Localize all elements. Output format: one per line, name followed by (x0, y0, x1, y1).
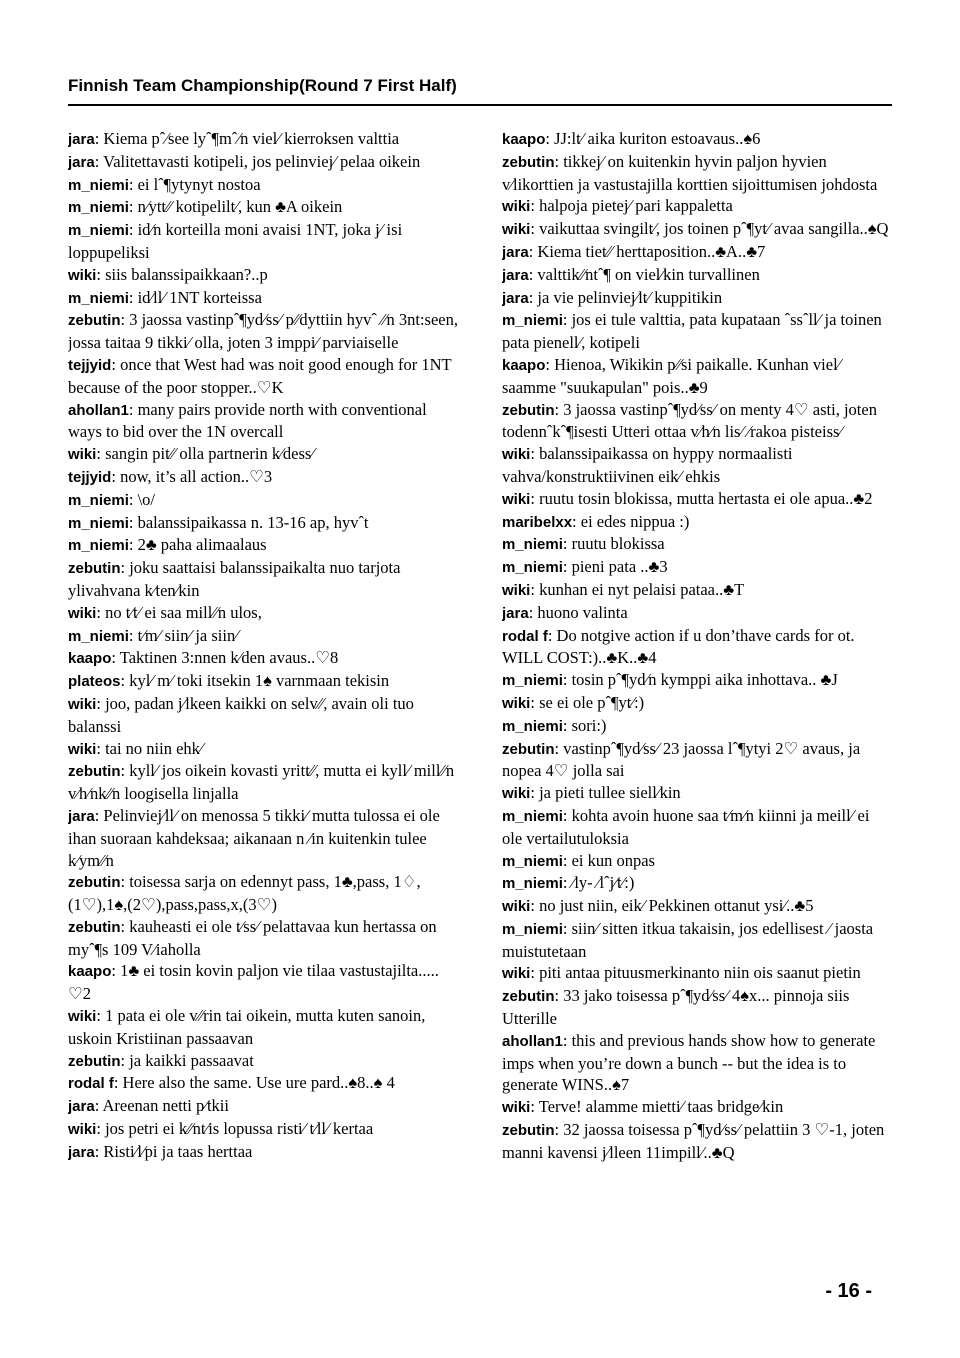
speaker-name: m_niemi (502, 920, 563, 938)
message-text: : jos ei tule valttia, pata kupataan ˆssˆll⁄ ja toinen pata pienell⁄, kotipeli (502, 310, 882, 353)
chat-line (502, 625, 892, 670)
speaker-name: zebutin (68, 312, 121, 330)
speaker-name: jara (68, 131, 95, 148)
speaker-name: rodal f (68, 1075, 114, 1093)
chat-line (502, 218, 892, 241)
speaker-name: m_niemi (502, 852, 563, 870)
message-text: : id⁄ll⁄ 1NT korteissa (128, 287, 262, 307)
message-text: : huono valinta (528, 602, 628, 622)
message-text: : vaikuttaa svingilt⁄, jos toinen pˆ¶yt⁄ avaa sangilla..♠Q (530, 219, 889, 239)
chat-line (68, 443, 458, 466)
chat-line (502, 1119, 892, 1164)
chat-line (68, 512, 458, 535)
message-text: : 3 jaossa vastinpˆ¶yd⁄ss⁄ p⁄⁄dyttiin hyvˆ ⁄⁄n 3nt:seen, jossa taitaa 9 tikki⁄ olla, joten 3 imppi⁄ parviaiselle (68, 310, 458, 353)
speaker-name: wiki (502, 694, 531, 712)
chat-line (502, 354, 892, 399)
message-text: : this and previous hands show how to generate imps when you’re down a bunch -- but the idea is to generate WINS..♠7 (502, 1030, 876, 1095)
speaker-name: wiki (502, 490, 531, 508)
chat-line (502, 782, 892, 805)
speaker-name: jara (68, 153, 95, 171)
speaker-name: m_niemi (68, 289, 129, 307)
message-text: : jos petri ei k⁄⁄nt⁄is lopussa risti⁄ t⁄ll⁄ kertaa (96, 1119, 374, 1139)
message-text: : ja pieti tullee siell⁄kin (530, 783, 681, 803)
chat-line (68, 1050, 458, 1073)
speaker-name: m_niemi (68, 537, 129, 555)
chat-line (502, 556, 892, 579)
chat-line (502, 895, 892, 918)
speaker-name: kaapo (502, 131, 546, 148)
chat-line (68, 916, 458, 961)
chat-line (68, 354, 458, 399)
chat-line (68, 1072, 458, 1095)
speaker-name: maribelxx (502, 513, 573, 531)
chat-line (502, 287, 892, 310)
message-text: : ruutu tosin blokissa, mutta hertasta ei ole apua..♣2 (530, 488, 873, 508)
speaker-name: wiki (68, 604, 97, 622)
speaker-name: wiki (68, 446, 97, 464)
speaker-name: zebutin (68, 560, 121, 578)
chat-line (68, 219, 458, 264)
chat-line (502, 872, 892, 895)
message-text: : toisessa sarja on edennyt pass, 1♣,pass, 1♢,(1♡),1♠,(2♡),pass,pass,x,(3♡) (68, 872, 421, 915)
message-text: : 1♣ ei tosin kovin paljon vie tilaa vastustajilta..... ♡2 (68, 961, 439, 1004)
chat-line (68, 805, 458, 871)
message-text: : sori:) (562, 715, 607, 735)
chat-line (68, 287, 458, 310)
chat-line (502, 602, 892, 625)
speaker-name: zebutin (68, 918, 121, 936)
speaker-name: wiki (68, 740, 97, 758)
speaker-name: m_niemi (502, 672, 563, 690)
chat-line (68, 602, 458, 625)
message-text: : tikkej⁄ on kuitenkin hyvin paljon hyvien v⁄likorttien ja vastustajilla korttien sijoittumisen johdosta (502, 151, 878, 194)
message-text: : joo, padan j⁄lkeen kaikki on selv⁄⁄, avain oli tuo balanssi (68, 693, 414, 736)
speaker-name: m_niemi (68, 176, 129, 194)
speaker-name: m_niemi (502, 536, 563, 554)
chat-line (68, 960, 458, 1005)
speaker-name: plateos (68, 673, 121, 691)
speaker-name: rodal f (502, 627, 548, 645)
speaker-name: m_niemi (502, 875, 563, 893)
chat-line (68, 871, 458, 916)
message-text: : t⁄m⁄ siin⁄ ja siin⁄ (128, 625, 238, 645)
chat-line (502, 399, 892, 444)
chat-line (68, 1095, 458, 1118)
message-text: : \o/ (128, 489, 155, 509)
message-text: : Valitettavasti kotipeli, jos pelinviej⁄ pelaa oikein (94, 151, 421, 171)
speaker-name: ahollan1 (502, 1032, 563, 1050)
speaker-name: wiki (502, 785, 531, 803)
message-text: : kauheasti ei ole t⁄ss⁄ pelattavaa kun hertassa on myˆ¶s 109 V⁄iaholla (68, 916, 437, 959)
message-text: : ei lˆ¶ytynyt nostoa (128, 174, 261, 194)
speaker-name: ahollan1 (68, 401, 129, 419)
page-number: - 16 - (825, 1280, 872, 1302)
speaker-name: zebutin (502, 153, 555, 171)
speaker-name: m_niemi (502, 312, 563, 330)
speaker-name: zebutin (502, 740, 555, 758)
message-text: : 3 jaossa vastinpˆ¶yd⁄ss⁄ on menty 4♡ asti, joten todennˆkˆ¶isesti Utteri ottaa v⁄h⁄n lis⁄ ⁄rakoa pisteiss⁄ (502, 399, 877, 442)
message-text: : Areenan netti p⁄tkii (94, 1096, 229, 1116)
message-text: : ja kaikki passaavat (120, 1050, 254, 1070)
speaker-name: m_niemi (502, 559, 563, 577)
message-text: : ja vie pelinviej⁄lt⁄ kuppitikin (528, 287, 723, 307)
speaker-name: wiki (502, 221, 531, 239)
chat-line (68, 1005, 458, 1050)
speaker-name: m_niemi (502, 807, 563, 825)
chat-line (502, 264, 892, 287)
message-text: : ⁄ly- ⁄lˆj⁄t⁄:) (562, 873, 635, 893)
speaker-name: kaapo (502, 356, 546, 374)
message-text: : Risti⁄l⁄pi ja taas herttaa (94, 1141, 253, 1161)
speaker-name: jara (68, 1098, 95, 1116)
message-text: : now, it’s all action..♡3 (111, 466, 273, 486)
speaker-name: tejjyid (68, 356, 112, 374)
speaker-name: wiki (502, 1099, 531, 1117)
message-text: : siis balanssipaikkaan?..p (96, 264, 268, 284)
chat-line (68, 309, 458, 354)
chat-line (502, 128, 892, 151)
speaker-name: wiki (502, 581, 531, 599)
chat-line (68, 399, 458, 444)
page-title: Finnish Team Championship(Round 7 First Half) (68, 76, 457, 95)
message-text: : 32 jaossa toisessa pˆ¶yd⁄ss⁄ pelattiin 3 ♡-1, joten manni kavensi j⁄lleen 11impill⁄..♣Q (502, 1120, 885, 1162)
chat-line (502, 692, 892, 715)
chat-line (68, 151, 458, 174)
chat-line (68, 196, 458, 219)
chat-line (68, 647, 458, 670)
chat-line (502, 511, 892, 534)
speaker-name: m_niemi (68, 491, 129, 509)
speaker-name: wiki (68, 1008, 97, 1026)
chat-line (502, 715, 892, 738)
message-text: : sangin pit⁄⁄ olla partnerin k⁄dess⁄ (96, 444, 315, 464)
chat-line (502, 985, 892, 1030)
speaker-name: zebutin (68, 1052, 121, 1070)
chat-line (502, 151, 892, 196)
message-text: : no just niin, eik⁄ Pekkinen ottanut ysi⁄..♣5 (530, 896, 814, 916)
speaker-name: m_niemi (68, 627, 129, 645)
chat-line (68, 693, 458, 738)
chat-line (68, 489, 458, 512)
message-text: : se ei ole pˆ¶yt⁄:) (530, 692, 645, 712)
message-text: : Do notgive action if u don’thave cards for ot. WILL COST:)..♣K..♣4 (502, 625, 855, 668)
speaker-name: jara (502, 266, 529, 284)
chat-line (502, 962, 892, 985)
message-text: : 2♣ paha alimaalaus (128, 535, 267, 555)
chat-line (68, 1118, 458, 1141)
chat-line (502, 805, 892, 850)
message-text: : balanssipaikassa on hyppy normaalisti vahva/konstruktiivinen eik⁄ ehkis (502, 444, 793, 486)
chat-line (68, 174, 458, 197)
message-text: : 33 jako toisessa pˆ¶yd⁄ss⁄ 4♠x... pinnoja siis Utterille (502, 986, 850, 1029)
message-text: : tai no niin ehk⁄ (96, 738, 203, 758)
chat-line (502, 241, 892, 264)
message-text: : halpoja pietej⁄ pari kappaletta (530, 196, 733, 216)
chat-line (502, 738, 892, 783)
speaker-name: zebutin (502, 988, 555, 1006)
chat-line (502, 669, 892, 692)
speaker-name: wiki (68, 1121, 97, 1139)
message-text: : kyl⁄ m⁄ toki itsekin 1♠ varnmaan tekisin (120, 671, 390, 691)
message-text: : Kiema tiet⁄⁄ herttaposition..♣A..♣7 (528, 241, 766, 261)
message-text: : JJ:lt⁄ aika kuriton estoavaus..♠6 (545, 129, 761, 148)
message-text: : joku saattaisi balanssipaikalta nuo tarjota ylivahvana k⁄ten⁄kin (68, 558, 401, 600)
speaker-name: jara (502, 604, 529, 622)
message-text: : Hienoa, Wikikin p⁄⁄si paikalle. Kunhan viel⁄ saamme "suukapulan" pois..♣9 (502, 354, 841, 397)
message-text: : ruutu blokissa (562, 534, 665, 554)
message-text: : vastinpˆ¶yd⁄ss⁄ 23 jaossa lˆ¶ytyi 2♡ avaus, ja nopea 4♡ jolla sai (502, 738, 861, 781)
message-text: : Pelinviej⁄ll⁄ on menossa 5 tikki⁄ mutta tulossa ei ole ihan suoraan kahdeksaa; aikanaan n ⁄in kuitenkin tulee k⁄ym⁄⁄n (68, 805, 440, 870)
chat-line (68, 534, 458, 557)
message-text: : many pairs provide north with conventional ways to bid over the 1N overcall (68, 399, 427, 442)
speaker-name: wiki (68, 266, 97, 284)
speaker-name: wiki (68, 695, 97, 713)
speaker-name: tejjyid (68, 468, 112, 486)
speaker-name: jara (68, 807, 95, 825)
speaker-name: wiki (502, 965, 531, 983)
message-text: : valttik⁄⁄ntˆ¶ on viel⁄kin turvallinen (528, 264, 760, 284)
speaker-name: kaapo (68, 650, 112, 668)
speaker-name: jara (502, 243, 529, 261)
speaker-name: zebutin (502, 1122, 555, 1140)
chat-line (68, 466, 458, 489)
speaker-name: zebutin (68, 874, 121, 892)
speaker-name: wiki (502, 898, 531, 916)
message-text: : ei kun onpas (562, 850, 655, 870)
chat-line (68, 760, 458, 805)
message-text: : id⁄n korteilla moni avaisi 1NT, joka j⁄ isi loppupeliksi (68, 220, 403, 262)
message-text: : Kiema pˆ⁄see lyˆ¶mˆ⁄n viel⁄ kierroksen valttia (94, 129, 400, 148)
chat-line (502, 579, 892, 602)
speaker-name: jara (68, 1143, 95, 1161)
message-text: : kyll⁄ jos oikein kovasti yritt⁄⁄, mutta ei kyll⁄ mill⁄⁄n v⁄h⁄nk⁄⁄n loogisella linjalla (68, 761, 455, 804)
speaker-name: jara (502, 289, 529, 307)
message-text: : n⁄ytt⁄⁄ kotipelilt⁄, kun ♣A oikein (128, 197, 343, 217)
chat-line (502, 309, 892, 354)
message-text: : tosin pˆ¶yd⁄n kymppi aika inhottava.. ♣J (562, 670, 838, 690)
speaker-name: m_niemi (68, 222, 129, 240)
chat-line (68, 625, 458, 648)
message-text: : piti antaa pituusmerkinanto niin ois saanut pietin (530, 963, 861, 983)
chat-column-right (502, 128, 892, 1268)
chat-line (502, 533, 892, 556)
chat-line (68, 557, 458, 602)
message-text: : Here also the same. Use ure pard..♠8..♠ 4 (113, 1073, 395, 1093)
speaker-name: m_niemi (502, 717, 563, 735)
message-text: : siin⁄ sitten itkua takaisin, jos edellisest ⁄ jaosta muistutetaan (502, 918, 874, 961)
chat-line (502, 443, 892, 488)
speaker-name: wiki (502, 198, 531, 216)
speaker-name: m_niemi (68, 199, 129, 217)
message-text: : 1 pata ei ole v⁄⁄rin tai oikein, mutta kuten sanoin, uskoin Kristiinan passaavan (68, 1006, 426, 1048)
chat-line (502, 488, 892, 511)
speaker-name: zebutin (502, 401, 555, 419)
chat-line (68, 128, 458, 151)
chat-column-left (68, 128, 458, 1268)
header-rule (68, 104, 892, 106)
chat-line (502, 1096, 892, 1119)
message-text: : kunhan ei nyt pelaisi pataa..♣T (530, 579, 745, 599)
speaker-name: m_niemi (68, 514, 129, 532)
speaker-name: wiki (502, 446, 531, 464)
chat-line (68, 670, 458, 693)
chat-line (502, 850, 892, 873)
speaker-name: kaapo (68, 963, 112, 981)
chat-line (68, 738, 458, 761)
chat-line (502, 918, 892, 963)
message-text: : once that West had was noit good enough for 1NT because of the poor stopper..♡K (68, 354, 452, 397)
chat-line (68, 1141, 458, 1164)
message-text: : Taktinen 3:nnen k⁄den avaus..♡8 (111, 648, 339, 668)
message-text: : ei edes nippua :) (572, 511, 690, 531)
message-text: : no t⁄t⁄ ei saa mill⁄⁄n ulos, (96, 602, 262, 622)
chat-line (502, 1030, 892, 1096)
message-text: : pieni pata ..♣3 (562, 557, 668, 577)
chat-line (68, 264, 458, 287)
message-text: : kohta avoin huone saa t⁄m⁄n kiinni ja meill⁄ ei ole vertailutuloksia (502, 805, 870, 848)
message-text: : balanssipaikassa n. 13-16 ap, hyvˆt (128, 512, 369, 532)
speaker-name: zebutin (68, 763, 121, 781)
chat-line (502, 195, 892, 218)
message-text: : Terve! alamme mietti⁄ taas bridge⁄kin (530, 1097, 784, 1117)
